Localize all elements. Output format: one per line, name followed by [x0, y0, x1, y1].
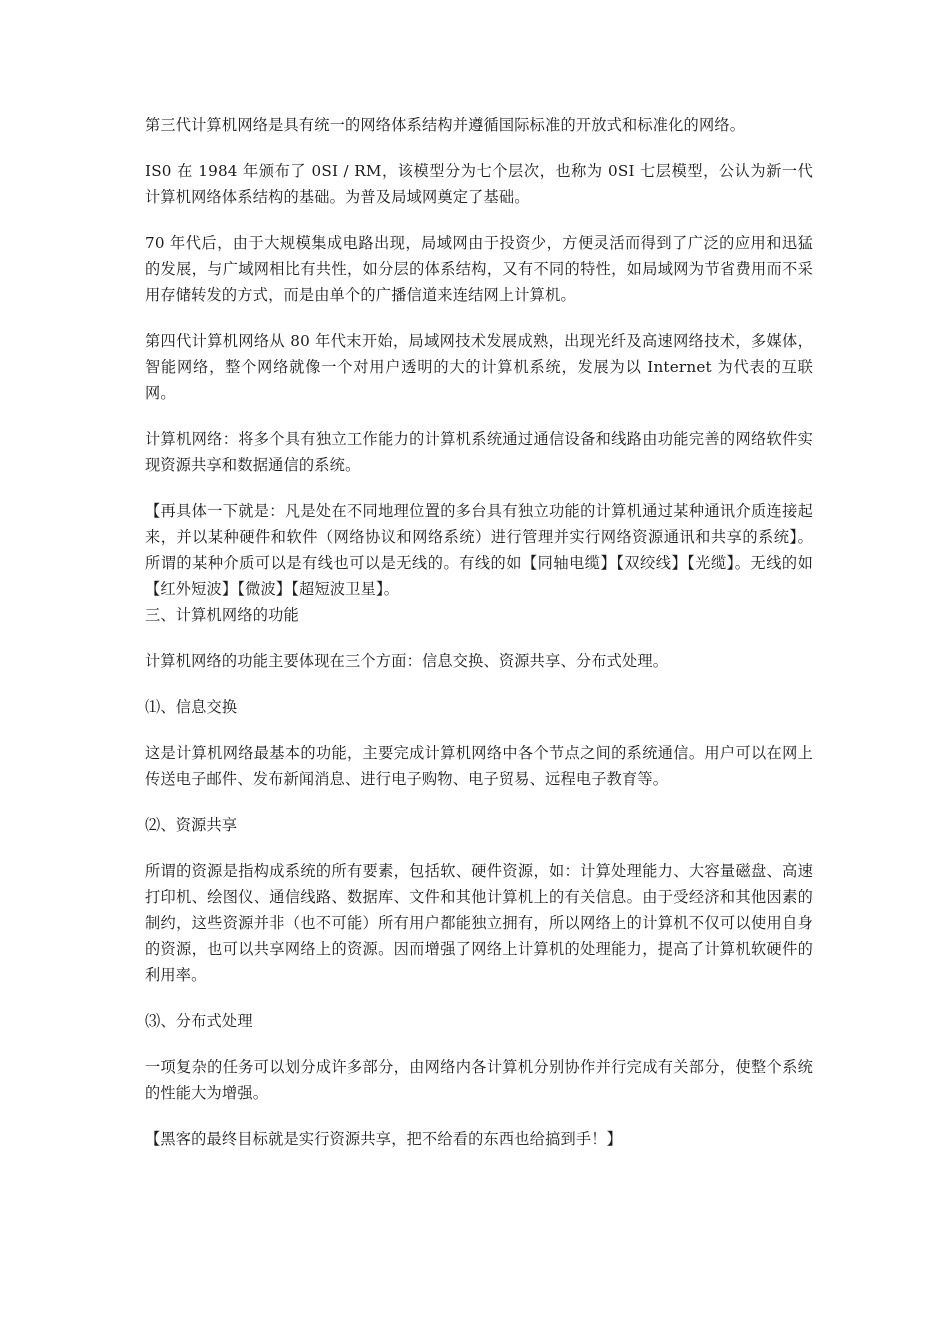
- subheading-information-exchange: ⑴、信息交换: [145, 698, 238, 716]
- paragraph-distributed-processing: 一项复杂的任务可以划分成许多部分，由网络内各计算机分别协作并行完成有关部分，使整个系统的性能大为增强。: [145, 1058, 813, 1102]
- subheading-resource-sharing: ⑵、资源共享: [145, 816, 238, 834]
- paragraph-detailed-definition: 【再具体一下就是：凡是处在不同地理位置的多台具有独立功能的计算机通过某种通讯介质连接起来，并以某种硬件和软件（网络协议和网络系统）进行管理并实行网络资源通讯和共享的系统】。所谓的某种介质可以是有线也可以是无线的。有线的如【同轴电缆】【双绞线】【光缆】。无线的如【红外短波】【微波】【超短波卫星】。: [145, 502, 813, 598]
- paragraph-resource-sharing: 所谓的资源是指构成系统的所有要素，包括软、硬件资源，如：计算处理能力、大容量磁盘、高速打印机、绘图仪、通信线路、数据库、文件和其他计算机上的有关信息。由于受经济和其他因素的制约，这些资源并非（也不可能）所有用户都能独立拥有，所以网络上的计算机不仅可以使用自身的资源，也可以共享网络上的资源。因而增强了网络上计算机的处理能力，提高了计算机软硬件的利用率。: [145, 862, 813, 984]
- section-heading-functions: 三、计算机网络的功能: [145, 606, 299, 624]
- paragraph-third-generation: 第三代计算机网络是具有统一的网络体系结构并遵循国际标准的开放式和标准化的网络。: [145, 116, 746, 134]
- paragraph-network-definition: 计算机网络：将多个具有独立工作能力的计算机系统通过通信设备和线路由功能完善的网络软件实现资源共享和数据通信的系统。: [145, 430, 813, 474]
- paragraph-iso-osi: IS0 在 1984 年颁布了 0SI / RM，该模型分为七个层次，也称为 0SI 七层模型，公认为新一代计算机网络体系结构的基础。为普及局域网奠定了基础。: [145, 162, 813, 206]
- paragraph-functions-overview: 计算机网络的功能主要体现在三个方面：信息交换、资源共享、分布式处理。: [145, 652, 669, 670]
- document-body: [145, 112, 813, 1172]
- paragraph-lan-70s: 70 年代后，由于大规模集成电路出现，局域网由于投资少，方便灵活而得到了广泛的应用和迅猛的发展，与广域网相比有共性，如分层的体系结构，又有不同的特性，如局域网为节省费用而不采用存储转发的方式，而是由单个的广播信道来连结网上计算机。: [145, 234, 813, 304]
- subheading-distributed-processing: ⑶、分布式处理: [145, 1012, 253, 1030]
- paragraph-information-exchange: 这是计算机网络最基本的功能，主要完成计算机网络中各个节点之间的系统通信。用户可以在网上传送电子邮件、发布新闻消息、进行电子购物、电子贸易、远程电子教育等。: [145, 744, 813, 788]
- paragraph-hacker-note: 【黑客的最终目标就是实行资源共享，把不给看的东西也给搞到手！】: [145, 1130, 623, 1148]
- paragraph-fourth-generation: 第四代计算机网络从 80 年代末开始，局域网技术发展成熟，出现光纤及高速网络技术，多媒体，智能网络，整个网络就像一个对用户透明的大的计算机系统，发展为以 Internet 为代表的互联网。: [145, 332, 813, 402]
